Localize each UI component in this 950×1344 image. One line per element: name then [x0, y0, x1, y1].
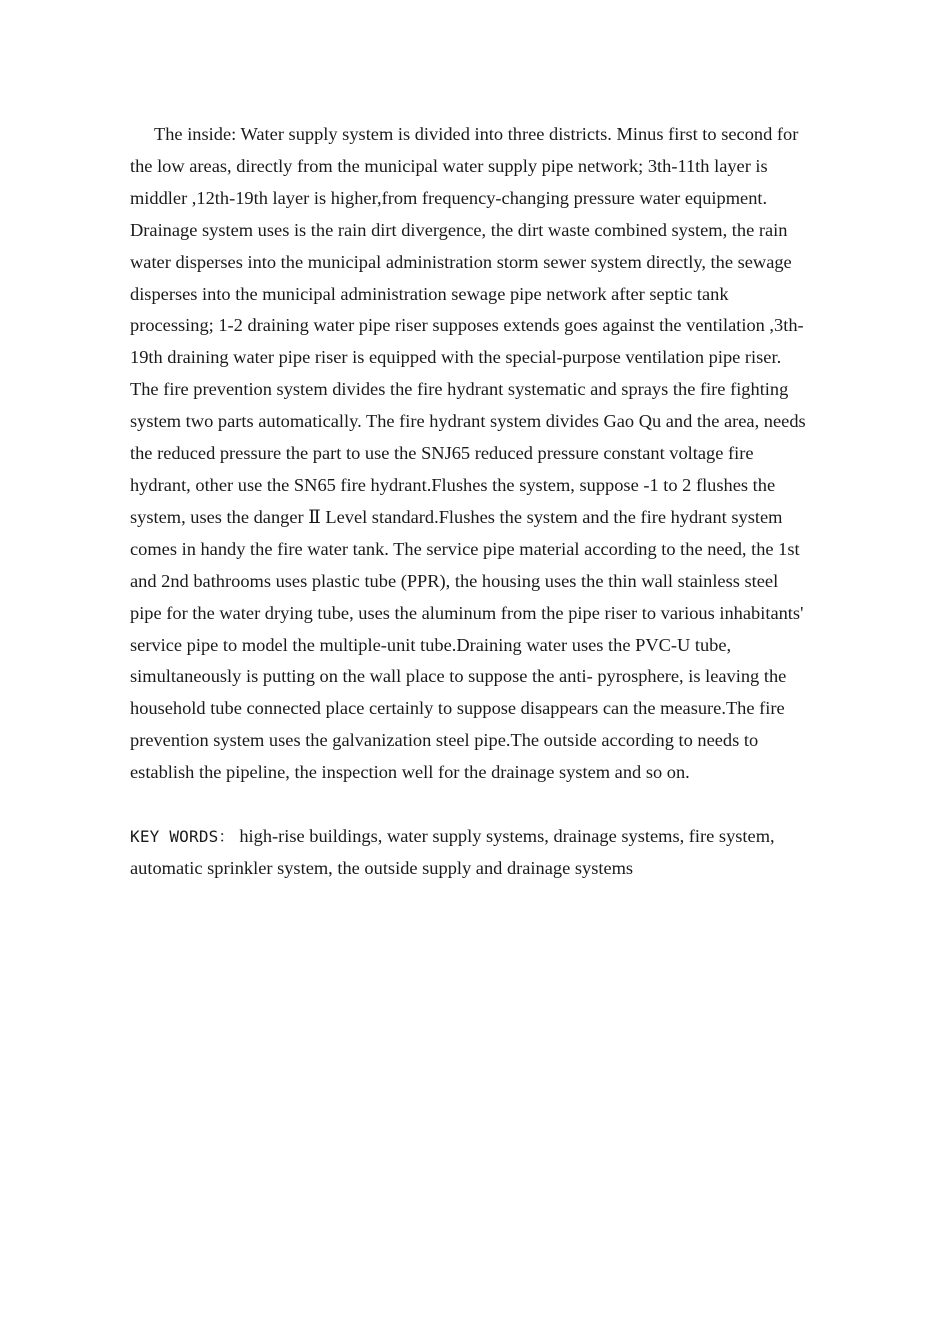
abstract-section [130, 119, 808, 885]
keywords-line [130, 821, 808, 885]
keywords-label: KEY WORDS： [130, 827, 235, 847]
keywords-text: high-rise buildings, water supply systems, drainage systems, fire system, automatic sprinkler system, the outside supply and drainage systems [130, 826, 775, 878]
abstract-paragraph: The inside: Water supply system is divided into three districts. Minus first to second for the low areas, directly from the municipal water supply pipe network; 3th-11th layer is middler ,12th-19th layer is higher,from frequency-changing pressure water equipment. Drainage system uses is the rain dirt divergence, the dirt waste combined system, the rain water disperses into the municipal administration storm sewer system directly, the sewage disperses into the municipal administration sewage pipe network after septic tank processing; 1-2 draining water pipe riser supposes extends goes against the ventilation ,3th-19th draining water pipe riser is equipped with the special-purpose ventilation pipe riser. The fire prevention system divides the fire hydrant systematic and sprays the fire fighting system two parts automatically. The fire hydrant system divides Gao Qu and the area, needs the reduced pressure the part to use the SNJ65 reduced pressure constant voltage fire hydrant, other use the SN65 fire hydrant.Flushes the system, suppose -1 to 2 flushes the system, uses the danger Ⅱ Level standard.Flushes the system and the fire hydrant system comes in handy the fire water tank. The service pipe material according to the need, the 1st and 2nd bathrooms uses plastic tube (PPR), the housing uses the thin wall stainless steel pipe for the water drying tube, uses the aluminum from the pipe riser to various inhabitants' service pipe to model the multiple-unit tube.Draining water uses the PVC-U tube, simultaneously is putting on the wall place to suppose the anti- pyrosphere, is leaving the household tube connected place certainly to suppose disappears can the measure.The fire prevention system uses the galvanization steel pipe.The outside according to needs to establish the pipeline, the inspection well for the drainage system and so on. [130, 124, 806, 783]
